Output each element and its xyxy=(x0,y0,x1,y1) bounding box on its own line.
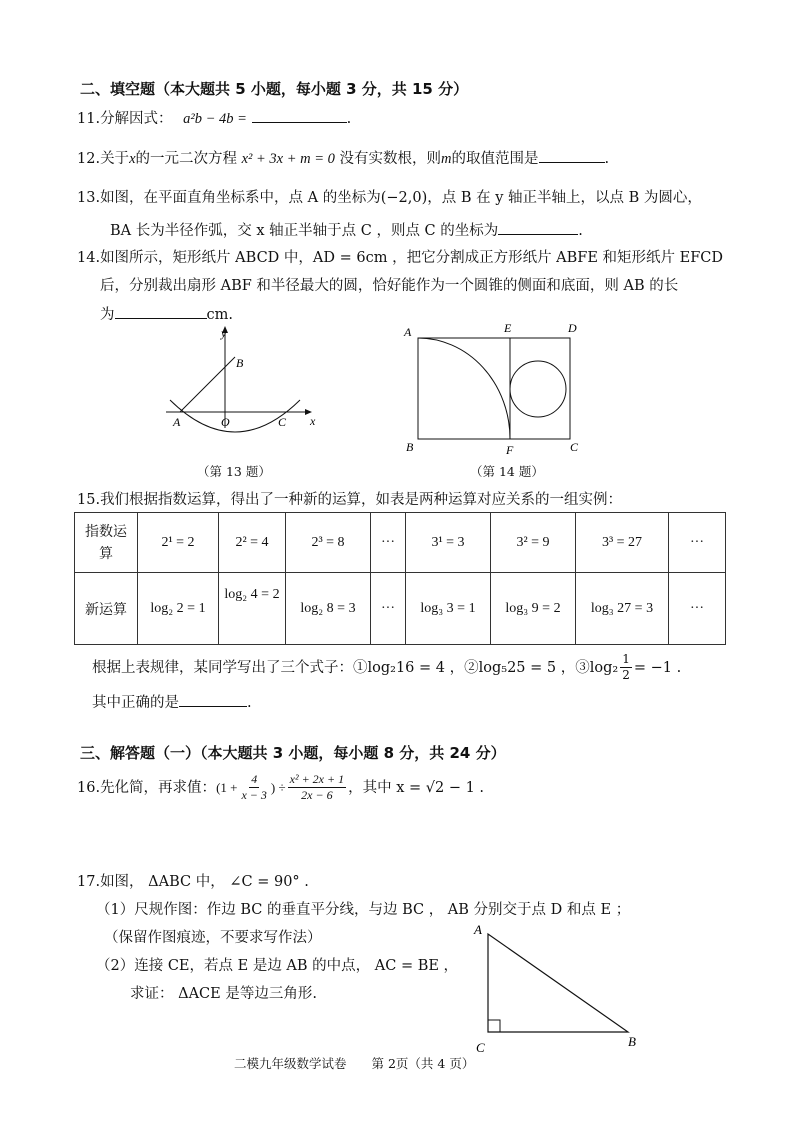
rectangle-abcd xyxy=(418,338,570,439)
sector-arc-abf xyxy=(418,338,510,439)
label-b: B xyxy=(628,1034,636,1049)
question-13-line2: BA 长为半径作弧，交 x 轴正半轴于点 C ，则点 C 的坐标为 . xyxy=(110,220,583,241)
figure-14-caption: （第 14 题） xyxy=(470,464,544,479)
figure-14-diagram xyxy=(398,318,588,458)
table-cell: log₂ 4 = 2 xyxy=(219,573,286,645)
question-number: 11. xyxy=(77,111,101,127)
question-number: 14. xyxy=(77,250,101,266)
question-17 xyxy=(77,872,309,892)
math-expression: x² + 3x + m = 0 xyxy=(241,151,335,167)
table-cell: 3¹ = 3 xyxy=(406,513,491,573)
segment-ba xyxy=(180,357,235,412)
question-number: 12. xyxy=(77,151,101,167)
label-o: O xyxy=(221,415,230,429)
question-text: 我们根据指数运算，得出了一种新的运算，如表是两种运算对应关系的一组实例： xyxy=(100,492,623,508)
right-angle-mark xyxy=(488,1020,500,1032)
operation-table xyxy=(74,512,726,645)
fraction: $\frac{4}{x - 3}$ xyxy=(241,772,267,802)
question-14-line2: 后，分别裁出扇形 ABF 和半径最大的圆，恰好能作为一个圆锥的侧面和底面，则 AB 的长 xyxy=(100,278,679,294)
question-number: 16. xyxy=(77,779,101,796)
row-header: 指数运 算 xyxy=(75,513,138,573)
label-y: y xyxy=(221,326,227,340)
answer-blank[interactable] xyxy=(498,220,578,235)
question-17-part1-note: （保留作图痕迹，不要求写作法） xyxy=(104,930,322,946)
table-cell: 2¹ = 2 xyxy=(138,513,219,573)
question-text: 如图所示，矩形纸片 ABCD 中，AD = 6cm ，把它分割成正方形纸片 ABFE 和矩形纸片 EFCD xyxy=(100,250,724,266)
question-11: 11.分解因式： a²b − 4b = . xyxy=(77,108,351,129)
label-a: A xyxy=(404,325,412,339)
label-d: D xyxy=(568,321,577,335)
question-number: 15. xyxy=(77,492,101,508)
question-17-part1: （1）尺规作图：作边 BC 的垂直平分线，与边 BC ， AB 分别交于点 D 和点 E ； xyxy=(96,902,631,918)
question-number: 13. xyxy=(77,190,101,206)
section-title: 三、解答题（一）（本大题共 3 小题，每小题 8 分，共 24 分） xyxy=(80,744,506,762)
fraction: $\frac{\text{x² + 2x + 1}}{2x - 6}$ xyxy=(289,772,345,802)
table-cell: log₂ 8 = 3 xyxy=(286,573,371,645)
table-cell: ··· xyxy=(371,573,406,645)
question-15-answer: 其中正确的是 . xyxy=(92,692,252,713)
question-12: 12.关于x的一元二次方程 x² + 3x + m = 0 没有实数根，则m的取值范围是 . xyxy=(77,148,609,169)
table-cell: log₂ 2 = 1 xyxy=(138,573,219,645)
page-footer: 二模九年级数学试卷 第 2页（共 4 页） xyxy=(234,1056,475,1071)
question-16: 16. 先化简，再求值： (1 + $\frac{4}{x - 3}$ ) ÷ $\frac{\text{x² + 2x + 1}}{2x - 6}$ ，其中 x = √2 − 1 . xyxy=(77,772,485,802)
answer-blank[interactable] xyxy=(252,108,347,123)
table-cell: 2³ = 8 xyxy=(286,513,371,573)
label-c: C xyxy=(278,415,287,429)
question-14-line3: 为 cm. xyxy=(100,304,233,325)
question-text: 先化简，再求值： xyxy=(100,779,217,796)
label-b: B xyxy=(406,440,414,454)
table-cell: log₃ 27 = 3 xyxy=(576,573,669,645)
figure-13-diagram xyxy=(160,322,320,437)
question-13 xyxy=(77,188,702,208)
label-a: A xyxy=(173,415,181,429)
table-cell: ··· xyxy=(371,513,406,573)
fraction: $\frac{1}{2}$ xyxy=(622,652,630,682)
question-text: 如图，在平面直角坐标系中，点 A 的坐标为(−2,0)，点 B 在 y 轴正半轴上，以点 B 为圆心， xyxy=(100,190,702,206)
label-x: x xyxy=(310,414,316,428)
table-cell: 3³ = 27 xyxy=(576,513,669,573)
table-cell: log₃ 3 = 1 xyxy=(406,573,491,645)
section-title: 二、填空题（本大题共 5 小题，每小题 3 分，共 15 分） xyxy=(80,80,469,98)
figure-17-diagram xyxy=(470,920,650,1058)
figure-13-caption: （第 13 题） xyxy=(197,464,271,479)
label-e: E xyxy=(504,321,512,335)
table-cell: ··· xyxy=(669,573,726,645)
label-c: C xyxy=(476,1040,485,1055)
question-17-part2: （2）连接 CE，若点 E 是边 AB 的中点， AC = BE ， xyxy=(96,958,459,974)
answer-blank[interactable] xyxy=(179,692,247,707)
table-cell: 2² = 4 xyxy=(219,513,286,573)
question-14 xyxy=(77,248,723,268)
label-c: C xyxy=(570,440,579,454)
question-15 xyxy=(77,490,622,510)
answer-blank[interactable] xyxy=(115,304,207,319)
question-text: 如图， ΔABC 中， ∠C = 90° . xyxy=(100,874,309,890)
label-b: B xyxy=(236,356,244,370)
table-row xyxy=(75,573,726,645)
math-expression: a²b − 4b = xyxy=(183,111,247,127)
question-17-part2-proof: 求证： ΔACE 是等边三角形. xyxy=(130,986,317,1002)
answer-blank[interactable] xyxy=(539,148,605,163)
row-header: 新运算 xyxy=(75,573,138,645)
label-f: F xyxy=(506,443,514,457)
table-cell: 3² = 9 xyxy=(491,513,576,573)
table-row xyxy=(75,513,726,573)
label-a: A xyxy=(474,922,482,937)
inscribed-circle xyxy=(510,361,566,417)
question-15-statements: 根据上表规律，某同学写出了三个式子：①log₂16 = 4 ，②log₅25 = 5 ，③log₂ $\frac{1}{2}$ = −1 . xyxy=(92,652,682,682)
triangle-abc xyxy=(488,934,628,1032)
table-cell: ··· xyxy=(669,513,726,573)
table-cell: log₃ 9 = 2 xyxy=(491,573,576,645)
question-number: 17. xyxy=(77,874,101,890)
question-text: 分解因式： xyxy=(100,111,173,127)
